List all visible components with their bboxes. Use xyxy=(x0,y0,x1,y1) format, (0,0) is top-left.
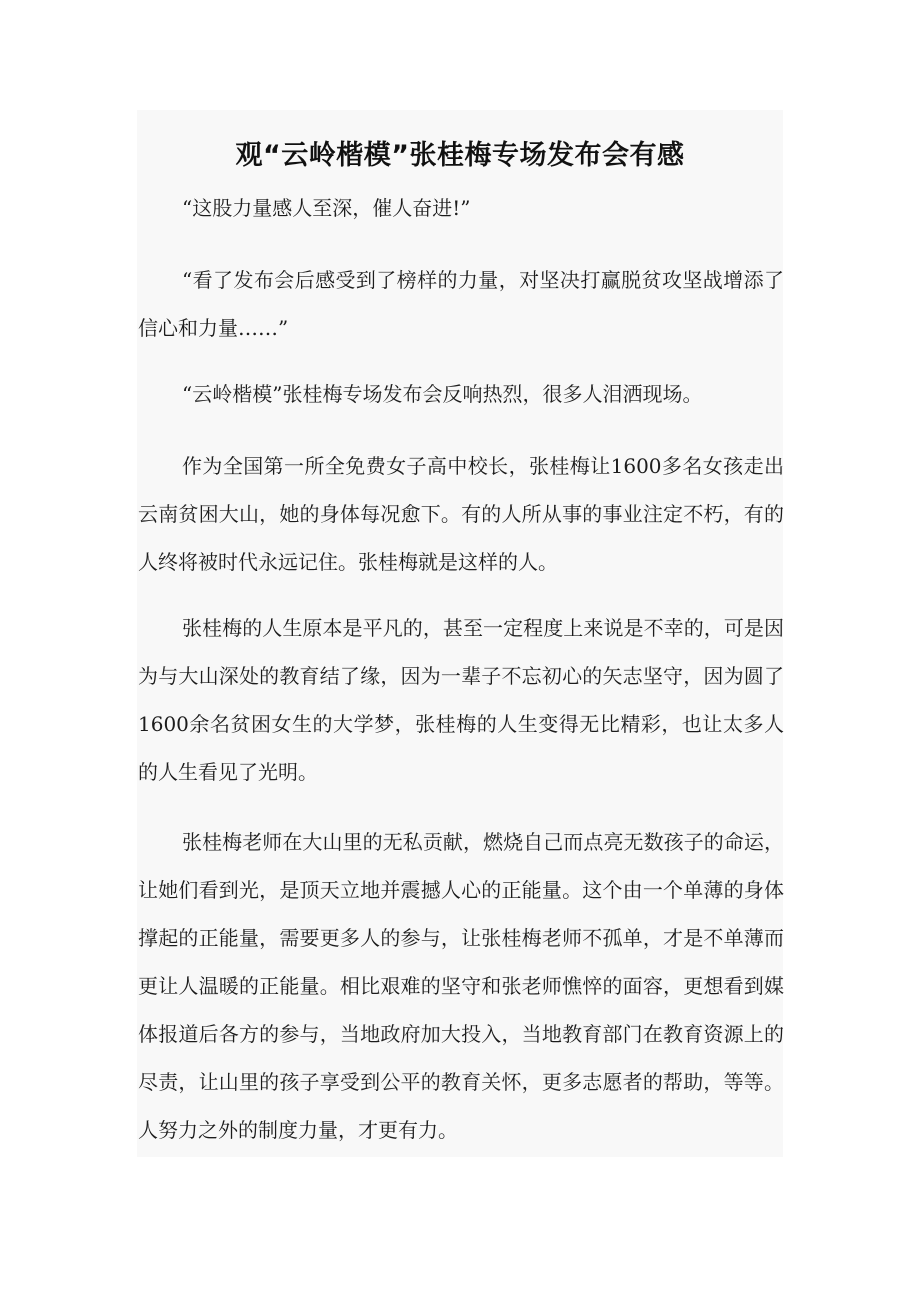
paragraph-5: 张桂梅的人生原本是平凡的，甚至一定程度上来说是不幸的，可是因为与大山深处的教育结了缘，因为一辈子不忘初心的矢志坚守，因为圆了1600余名贫困女生的大学梦，张桂梅的人生变得无比精彩，也让太多人的人生看见了光明。 xyxy=(138,616,784,784)
paragraph-4: 作为全国第一所全免费女子高中校长，张桂梅让1600多名女孩走出云南贫困大山，她的身体每况愈下。有的人所从事的事业注定不朽，有的人终将被时代永远记住。张桂梅就是这样的人。 xyxy=(138,454,784,574)
paragraph-1: “这股力量感人至深，催人奋进!” xyxy=(182,196,471,220)
paragraph-3: “云岭楷模”张桂梅专场发布会反响热烈，很多人泪洒现场。 xyxy=(182,382,703,406)
paragraph-2: “看了发布会后感受到了榜样的力量，对坚决打赢脱贫攻坚战增添了信心和力量……” xyxy=(138,268,784,340)
document-title: 观“云岭楷模”张桂梅专场发布会有感 xyxy=(235,140,685,172)
paragraph-6: 张桂梅老师在大山里的无私贡献，燃烧自己而点亮无数孩子的命运，让她们看到光，是顶天立地并震撼人心的正能量。这个由一个单薄的身体撑起的正能量，需要更多人的参与，让张桂梅老师不孤单，才是不单薄而更让人温暖的正能量。相比艰难的坚守和张老师憔悴的面容，更想看到媒体报道后各方的参与，当地政府加大投入，当地教育部门在教育资源上的尽责，让山里的孩子享受到公平的教育关怀，更多志愿者的帮助，等等。人努力之外的制度力量，才更有力。 xyxy=(138,830,784,1142)
